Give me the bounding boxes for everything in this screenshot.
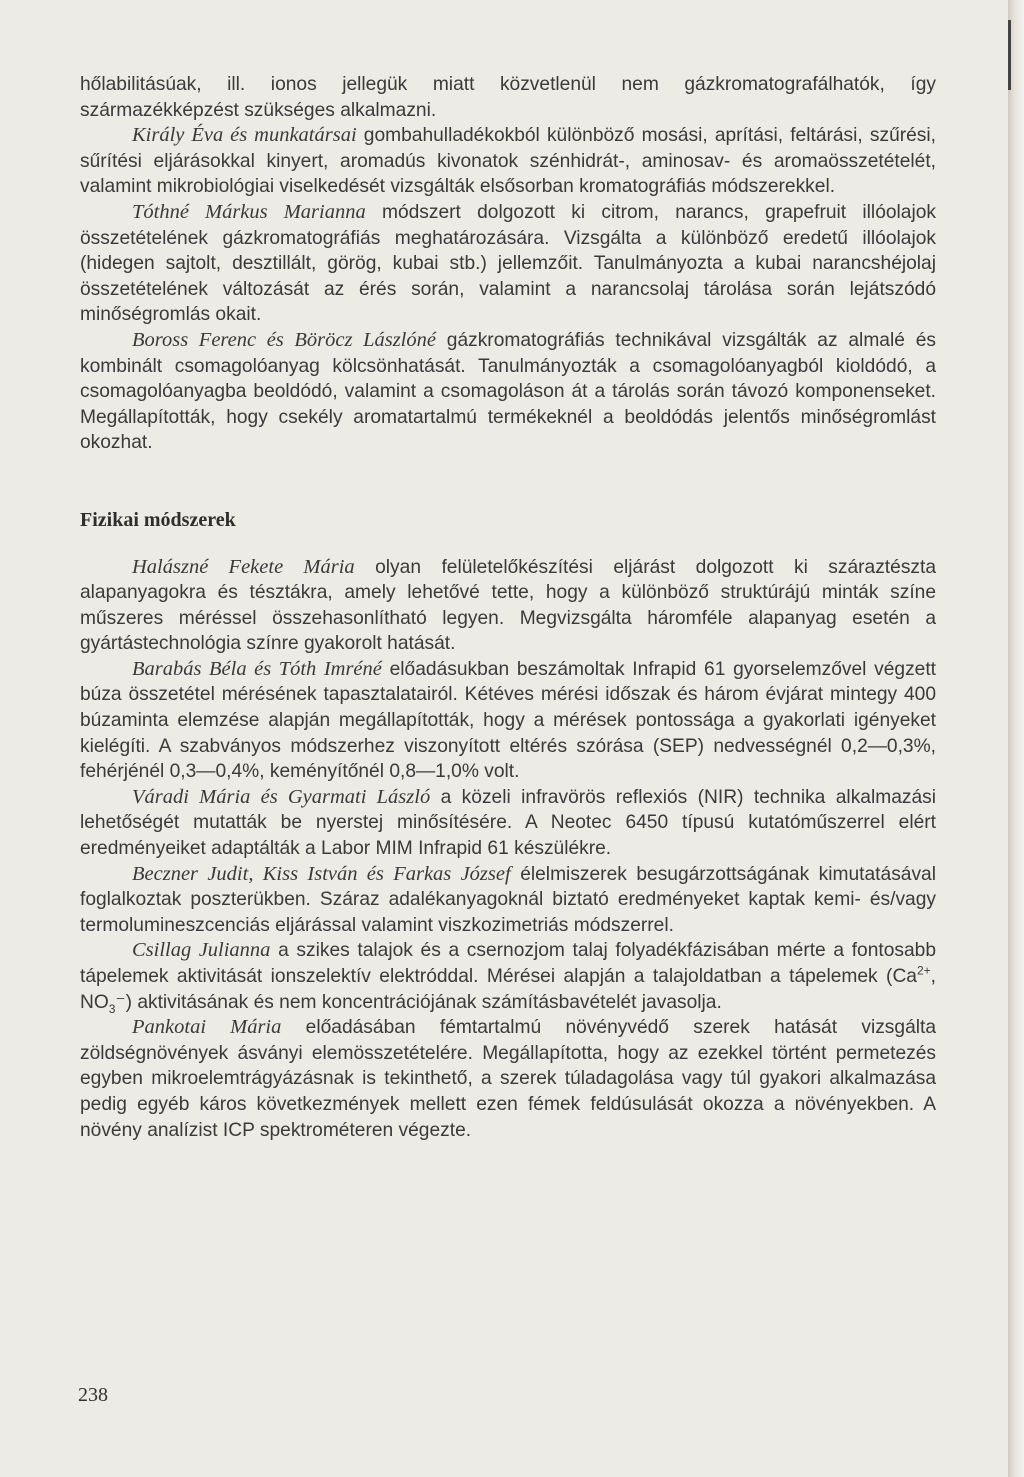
paragraph-pankotai (80, 1015, 936, 1143)
paragraph-text: , NO (80, 966, 936, 1013)
paragraph-text: ⁻) aktivitásának és nem koncentrációjának számításbavételét javasolja. (115, 991, 722, 1013)
author-name: Barabás Béla és Tóth Imréné (132, 657, 382, 680)
paragraph-varadi (80, 785, 936, 862)
page-edge-shadow (1008, 0, 1024, 1477)
paragraph-text: módszert dolgozott ki citrom, narancs, grapefruit illóolajok összetételének gázkromatográfiás meghatározására. Vizsgálta a különböző eredetű illóolajok (hidegen sajtolt, desztillált, görög, kubai stb.) jellemzőit. Tanulmányozta a kubai narancshéjolaj összetételének változását az érés során, valamint a narancsolaj tárolása során lejátszódó minőségromlás okait. (80, 201, 937, 326)
author-name: Halászné Fekete Mária (132, 555, 355, 578)
superscript-charge: 2+ (916, 963, 931, 978)
paragraph-text: hőlabilitásúak, ill. ionos jellegük miatt közvetlenül nem gázkromatografálhatók, így származékképzést szükséges alkalmazni. (80, 74, 936, 121)
author-name: Király Éva és munkatársai (132, 124, 357, 147)
paragraph-text: előadásukban beszámoltak Infrapid 61 gyorselemzővel végzett búza összetétel mérésének tapasztalatairól. Kétéves mérési időszak és három évjárat mintegy 400 búzaminta elemzése alapján megállapították, hogy a mérések pontossága a gyakorlati igényeket kielégíti. A szabványos módszerhez viszonyított eltérés szórása (SEP) nedvességnél 0,2—0,3%, fehérjénél 0,3—0,4%, keményítőnél 0,8—1,0% volt. (80, 658, 936, 783)
paragraph-text: gázkromatográfiás technikával vizsgálták az almalé és kombinált csomagolóanyag kölcsönhatását. Tanulmányozták a csomagolóanyagból kioldódó, a csomagolóanyagba beoldódó, valamint a csomagoláson át a tárolás során távozó komponenseket. Megállapították, hogy csekély aromatartalmú termékeknél a beoldódás jelentős minőségromlást okozhat. (80, 329, 936, 454)
paragraph-tothne (80, 200, 936, 328)
paragraph-text: élelmiszerek besugárzottságának kimutatásával foglalkoztak poszterükben. Száraz adalékanyagoknál biztató eredményeket kaptak kemi- és/vagy termolumineszcenciás eljárással valamint viszkozimetriás módszerrel. (80, 863, 936, 936)
binding-mark (1008, 20, 1011, 90)
paragraph-boross (80, 328, 936, 456)
page-number: 238 (78, 1384, 108, 1406)
paragraph-csillag (80, 938, 936, 1015)
paragraph-beczner (80, 862, 936, 939)
body-text (80, 72, 936, 1143)
paragraph-text: olyan felületelőkészítési eljárást dolgozott ki száraztészta alapanyagokra és tésztákra, amely lehetővé tette, hogy a különböző struktúrájú minták színe műszeres méréssel összehasonlítható legyen. Megvizsgálta háromféle alapanyag esetén a gyártástechnológia színre gyakorolt hatását. (80, 556, 937, 655)
author-name: Tóthné Márkus Marianna (132, 200, 366, 223)
paragraph-text: előadásában fémtartalmú növényvédő szerek hatását vizsgálta zöldségnövények ásványi elemösszetételére. Megállapította, hogy az ezekkel történt permetezés egyben mikroelemtrágyázásnak is tekinthető, a szerek túladagolása vagy túl gyakori alkalmazása pedig egyéb káros következmények mellett ezen fémek feldúsulását okozza a növényekben. A növény analízist ICP spektrométeren végezte. (80, 1017, 937, 1141)
paragraph-text: gombahulladékokból különböző mosási, aprítási, feltárási, szűrési, sűrítési eljárásokkal kinyert, aromadús kivonatok szénhidrát-, aminosav- és aromaösszetételét, valamint mikrobiológiai viselkedését vizsgálták elsősorban kromatográfiás módszerekkel. (80, 125, 936, 198)
paragraph-halaszne (80, 555, 936, 657)
author-name: Váradi Mária és Gyarmati László (132, 785, 431, 808)
paragraph-kiraly (80, 123, 936, 200)
author-name: Boross Ferenc és Böröcz Lászlóné (132, 328, 436, 351)
section-heading: Fizikai módszerek (80, 508, 236, 531)
author-name: Beczner Judit, Kiss István és Farkas József (132, 862, 511, 885)
paragraph-text: a szikes talajok és a csernozjom talaj folyadékfázisában mérte a fontosabb tápelemek aktivitását ionszelektív elektróddal. Mérései alapján a talajoldatban a tápelemek (Ca (80, 940, 936, 987)
paragraph-continuation (80, 72, 936, 123)
author-name: Csillag Julianna (132, 939, 271, 962)
subscript-index: 3 (108, 1001, 116, 1016)
paragraph-text: a közeli infravörös reflexiós (NIR) technika alkalmazási lehetőségét mutatták be nyerstej minősítésére. A Neotec 6450 típusú kutatóműszerrel elért eredményeiket adaptálták a Labor MIM Infrapid 61 készülékre. (80, 786, 936, 860)
paragraph-barabas (80, 657, 936, 785)
author-name: Pankotai Mária (132, 1016, 282, 1039)
